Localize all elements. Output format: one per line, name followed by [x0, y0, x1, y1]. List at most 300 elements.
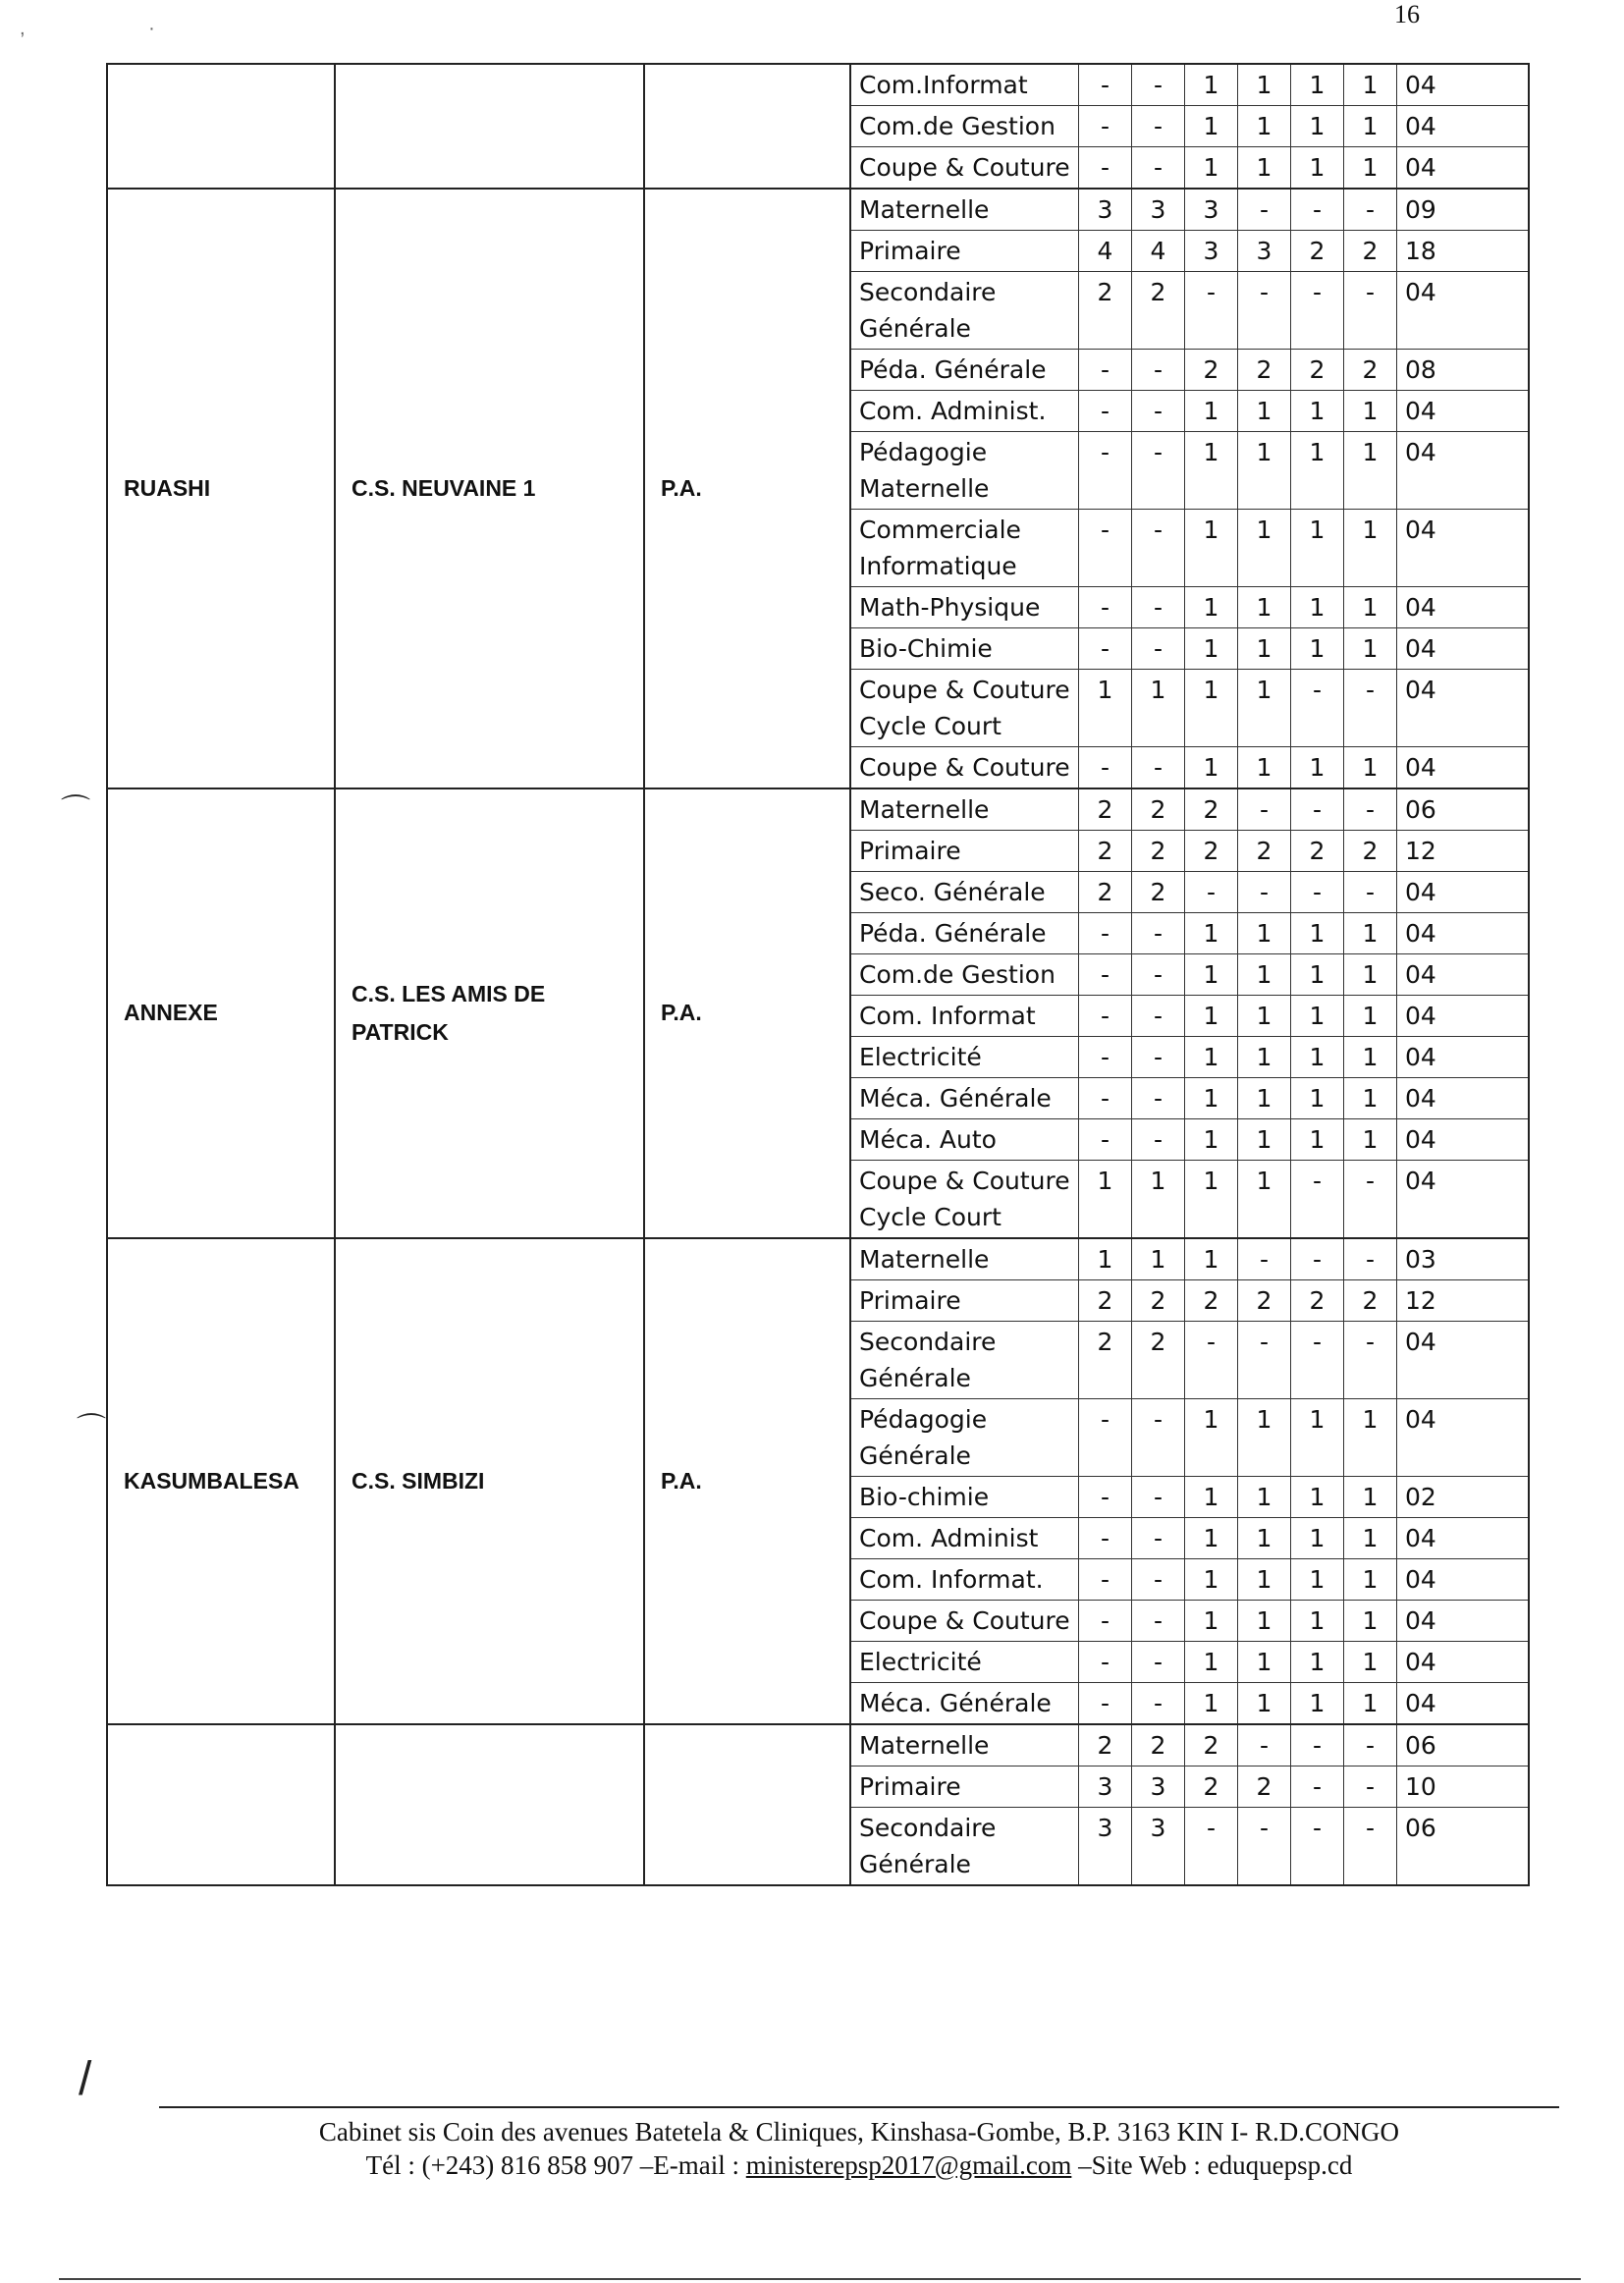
class-count-cell: 2 — [1291, 231, 1344, 271]
class-count-cell: - — [1079, 147, 1132, 188]
class-count-cell: 1 — [1344, 913, 1397, 953]
class-count-cell: - — [1291, 789, 1344, 830]
section-name-cell: Com. Informat. — [851, 1559, 1079, 1600]
table-row — [851, 65, 1528, 106]
class-count-cell: 1 — [1079, 670, 1132, 746]
class-count-cell: 1 — [1291, 432, 1344, 509]
section-name-cell: Com.Informat — [851, 65, 1079, 105]
section-name-cell: Com.de Gestion — [851, 106, 1079, 146]
class-count-cell: - — [1238, 872, 1291, 912]
class-count-cell: - — [1291, 1239, 1344, 1279]
section-name-cell: Maternelle — [851, 190, 1079, 230]
section-name-cell: Bio-chimie — [851, 1477, 1079, 1517]
total-cell: 04 — [1405, 71, 1436, 99]
section-name-cell: Com. Administ. — [851, 391, 1079, 431]
class-count-cell: - — [1079, 106, 1132, 146]
class-count-cell: 2 — [1344, 831, 1397, 871]
class-count-cell: 1 — [1291, 1119, 1344, 1160]
class-count-cell: - — [1238, 789, 1291, 830]
total-cell: 04 — [1405, 753, 1436, 782]
class-count-cell: 1 — [1344, 510, 1397, 586]
total-cell: 18 — [1405, 237, 1436, 265]
class-count-cell: - — [1132, 954, 1185, 995]
class-count-cell: - — [1079, 954, 1132, 995]
total-cell: 04 — [1405, 278, 1436, 306]
school-name-cell — [336, 1725, 645, 1884]
class-count-cell: 1 — [1291, 1518, 1344, 1558]
class-count-cell: 1 — [1185, 628, 1238, 669]
table-row — [851, 831, 1528, 872]
class-count-cell: - — [1079, 1601, 1132, 1641]
class-count-cell: - — [1079, 1642, 1132, 1682]
class-count-cell: 1 — [1238, 1601, 1291, 1641]
table-row — [851, 231, 1528, 272]
table-row — [851, 432, 1528, 510]
footer-divider — [159, 2106, 1559, 2108]
class-count-cell: 1 — [1291, 1601, 1344, 1641]
class-count-cell: 1 — [1344, 1477, 1397, 1517]
section-name-cell: Coupe & Couture — [851, 147, 1079, 188]
total-cell: 04 — [1405, 1648, 1436, 1676]
class-count-cell: - — [1238, 1725, 1291, 1766]
class-count-cell: - — [1079, 510, 1132, 586]
class-count-cell: 3 — [1079, 1767, 1132, 1807]
section-name-cell: Com. Administ — [851, 1518, 1079, 1558]
class-count-cell: 1 — [1344, 996, 1397, 1036]
class-count-cell: 1 — [1185, 1399, 1238, 1476]
school-name-cell: C.S. NEUVAINE 1 — [336, 190, 645, 788]
class-count-cell: - — [1238, 1322, 1291, 1398]
total-cell: 08 — [1405, 355, 1436, 384]
total-cell: 04 — [1405, 1524, 1436, 1552]
section-name-cell: Maternelle — [851, 1239, 1079, 1279]
class-count-cell: - — [1185, 1322, 1238, 1398]
class-count-cell: - — [1132, 747, 1185, 788]
school-block — [106, 789, 1530, 1239]
class-count-cell: 1 — [1185, 670, 1238, 746]
section-name-cell: Primaire — [851, 1767, 1079, 1807]
section-name-cell: Primaire — [851, 1280, 1079, 1321]
table-row — [851, 1808, 1528, 1884]
footer-phone: Tél : (+243) 816 858 907 –E-mail : — [365, 2150, 746, 2180]
class-count-cell: - — [1079, 391, 1132, 431]
class-count-cell: - — [1079, 1037, 1132, 1077]
class-count-cell: 1 — [1238, 1399, 1291, 1476]
class-count-cell: 4 — [1079, 231, 1132, 271]
school-name-cell: C.S. LES AMIS DE PATRICK — [336, 789, 645, 1237]
margin-mark: ⌒ — [61, 794, 90, 827]
table-row — [851, 350, 1528, 391]
class-count-cell: 1 — [1291, 1559, 1344, 1600]
class-count-cell: - — [1132, 1683, 1185, 1723]
table-row — [851, 670, 1528, 747]
class-count-cell: 2 — [1079, 1725, 1132, 1766]
class-count-cell: 1 — [1344, 587, 1397, 627]
class-count-cell: - — [1344, 1322, 1397, 1398]
class-count-cell: - — [1132, 1078, 1185, 1118]
class-count-cell: 2 — [1238, 831, 1291, 871]
class-count-cell: 2 — [1291, 1280, 1344, 1321]
status-cell — [645, 1725, 851, 1884]
class-count-cell: 1 — [1238, 996, 1291, 1036]
footer-contact — [159, 2148, 1559, 2182]
class-count-cell: 1 — [1291, 147, 1344, 188]
class-count-cell: 1 — [1344, 432, 1397, 509]
class-count-cell: 1 — [1185, 1119, 1238, 1160]
total-cell: 04 — [1405, 153, 1436, 182]
total-cell: 04 — [1405, 397, 1436, 425]
class-count-cell: - — [1238, 1239, 1291, 1279]
class-count-cell: 2 — [1132, 272, 1185, 349]
school-block — [106, 190, 1530, 789]
class-count-cell: 1 — [1291, 1078, 1344, 1118]
class-count-cell: - — [1132, 628, 1185, 669]
section-name-cell: Seco. Générale — [851, 872, 1079, 912]
class-count-cell: 1 — [1185, 954, 1238, 995]
table-row — [851, 954, 1528, 996]
class-count-cell: 1 — [1291, 65, 1344, 105]
section-name-cell: Commerciale Informatique — [851, 510, 1079, 586]
class-count-cell: 1 — [1344, 65, 1397, 105]
class-count-cell: - — [1132, 1037, 1185, 1077]
table-row — [851, 391, 1528, 432]
table-row — [851, 1280, 1528, 1322]
total-cell: 04 — [1405, 593, 1436, 622]
table-row — [851, 747, 1528, 788]
section-name-cell: Maternelle — [851, 789, 1079, 830]
class-count-cell: 1 — [1291, 587, 1344, 627]
class-count-cell: 2 — [1079, 1322, 1132, 1398]
class-count-cell: - — [1132, 391, 1185, 431]
total-cell: 06 — [1405, 1731, 1436, 1760]
class-count-cell: 1 — [1344, 1078, 1397, 1118]
section-name-cell: Bio-Chimie — [851, 628, 1079, 669]
class-count-cell: - — [1132, 913, 1185, 953]
class-count-cell: - — [1132, 147, 1185, 188]
class-count-cell: 1 — [1238, 628, 1291, 669]
class-count-cell: 1 — [1185, 432, 1238, 509]
class-count-cell: 1 — [1238, 954, 1291, 995]
class-count-cell: 1 — [1185, 913, 1238, 953]
class-count-cell: - — [1132, 1559, 1185, 1600]
class-count-cell: 2 — [1132, 1725, 1185, 1766]
section-name-cell: Secondaire Générale — [851, 1808, 1079, 1884]
total-cell: 04 — [1405, 919, 1436, 948]
class-count-cell: - — [1079, 1078, 1132, 1118]
class-count-cell: 2 — [1238, 1767, 1291, 1807]
status-cell: P.A. — [645, 190, 851, 788]
class-count-cell: 1 — [1238, 1518, 1291, 1558]
class-count-cell: 1 — [1291, 1399, 1344, 1476]
class-count-cell: 1 — [1344, 954, 1397, 995]
total-cell: 04 — [1405, 1043, 1436, 1071]
class-count-cell: 2 — [1079, 272, 1132, 349]
class-count-cell: 1 — [1185, 1161, 1238, 1237]
class-count-cell: - — [1132, 1399, 1185, 1476]
class-count-cell: 1 — [1132, 1161, 1185, 1237]
class-count-cell: - — [1079, 350, 1132, 390]
section-name-cell: Com. Informat — [851, 996, 1079, 1036]
total-cell: 04 — [1405, 634, 1436, 663]
class-count-cell: - — [1132, 510, 1185, 586]
class-count-cell: 1 — [1185, 510, 1238, 586]
class-count-cell: 1 — [1344, 1642, 1397, 1682]
total-cell: 04 — [1405, 1405, 1436, 1434]
class-count-cell: - — [1079, 432, 1132, 509]
class-count-cell: - — [1132, 1477, 1185, 1517]
class-count-cell: 1 — [1238, 1559, 1291, 1600]
schools-table — [106, 63, 1530, 1886]
class-count-cell: - — [1132, 1642, 1185, 1682]
margin-mark: ⌒ — [77, 1413, 106, 1445]
class-count-cell: 1 — [1238, 1119, 1291, 1160]
total-cell: 04 — [1405, 112, 1436, 140]
table-row — [851, 1767, 1528, 1808]
section-name-cell: Secondaire Générale — [851, 272, 1079, 349]
class-count-cell: - — [1079, 587, 1132, 627]
total-cell: 12 — [1405, 837, 1436, 865]
total-cell: 04 — [1405, 1167, 1436, 1195]
class-count-cell: 3 — [1132, 1767, 1185, 1807]
section-name-cell: Péda. Générale — [851, 913, 1079, 953]
class-count-cell: 2 — [1079, 789, 1132, 830]
class-count-cell: - — [1132, 432, 1185, 509]
class-count-cell: 1 — [1344, 1518, 1397, 1558]
class-count-cell: 2 — [1185, 1280, 1238, 1321]
section-name-cell: Méca. Auto — [851, 1119, 1079, 1160]
class-count-cell: 2 — [1185, 1725, 1238, 1766]
section-name-cell: Méca. Générale — [851, 1683, 1079, 1723]
table-row — [851, 789, 1528, 831]
section-name-cell: Electricité — [851, 1642, 1079, 1682]
section-name-cell: Com.de Gestion — [851, 954, 1079, 995]
class-count-cell: 1 — [1185, 1037, 1238, 1077]
class-count-cell: 1 — [1238, 1683, 1291, 1723]
class-count-cell: 3 — [1079, 1808, 1132, 1884]
total-cell: 06 — [1405, 795, 1436, 824]
class-count-cell: 2 — [1132, 1280, 1185, 1321]
school-name-cell: C.S. SIMBIZI — [336, 1239, 645, 1723]
class-count-cell: 1 — [1185, 1559, 1238, 1600]
page-number: 16 — [1394, 0, 1420, 28]
section-name-cell: Méca. Générale — [851, 1078, 1079, 1118]
total-cell: 04 — [1405, 438, 1436, 466]
class-count-cell: 1 — [1185, 587, 1238, 627]
class-count-cell: 3 — [1185, 231, 1238, 271]
class-count-cell: 1 — [1344, 147, 1397, 188]
total-cell: 04 — [1405, 1002, 1436, 1030]
class-count-cell: 1 — [1238, 670, 1291, 746]
section-name-cell: Primaire — [851, 831, 1079, 871]
school-name-cell — [336, 65, 645, 188]
class-count-cell: 1 — [1185, 147, 1238, 188]
class-count-cell: - — [1291, 1322, 1344, 1398]
class-count-cell: 1 — [1291, 510, 1344, 586]
section-name-cell: Pédagogie Générale — [851, 1399, 1079, 1476]
bottom-divider — [59, 2278, 1581, 2280]
class-count-cell: - — [1079, 747, 1132, 788]
class-count-cell: 1 — [1291, 913, 1344, 953]
class-count-cell: 4 — [1132, 231, 1185, 271]
class-count-cell: - — [1185, 1808, 1238, 1884]
class-count-cell: - — [1132, 996, 1185, 1036]
class-count-cell: 1 — [1238, 1161, 1291, 1237]
class-count-cell: 2 — [1185, 1767, 1238, 1807]
class-count-cell: - — [1132, 1601, 1185, 1641]
class-count-cell: - — [1132, 587, 1185, 627]
table-row — [851, 1161, 1528, 1237]
class-count-cell: - — [1344, 1767, 1397, 1807]
class-count-cell: 1 — [1185, 106, 1238, 146]
class-count-cell: 1 — [1079, 1161, 1132, 1237]
class-count-cell: 2 — [1238, 350, 1291, 390]
class-count-cell: - — [1344, 1239, 1397, 1279]
class-count-cell: - — [1344, 789, 1397, 830]
class-count-cell: 1 — [1291, 954, 1344, 995]
class-count-cell: 1 — [1185, 1518, 1238, 1558]
footer — [159, 2115, 1559, 2182]
total-cell: 04 — [1405, 1565, 1436, 1594]
class-count-cell: 1 — [1344, 1399, 1397, 1476]
commune-cell: KASUMBALESA — [108, 1239, 336, 1723]
school-block — [106, 1239, 1530, 1725]
total-cell: 02 — [1405, 1483, 1436, 1511]
class-count-cell: 1 — [1238, 391, 1291, 431]
class-count-cell: 1 — [1238, 913, 1291, 953]
class-count-cell: 1 — [1132, 670, 1185, 746]
total-cell: 04 — [1405, 1689, 1436, 1717]
class-count-cell: - — [1291, 1767, 1344, 1807]
section-name-cell: Pédagogie Maternelle — [851, 432, 1079, 509]
class-count-cell: - — [1185, 272, 1238, 349]
class-count-cell: 1 — [1185, 996, 1238, 1036]
section-rows — [851, 1239, 1528, 1723]
class-count-cell: 1 — [1291, 1477, 1344, 1517]
table-row — [851, 872, 1528, 913]
class-count-cell: 1 — [1238, 1477, 1291, 1517]
class-count-cell: 1 — [1238, 510, 1291, 586]
total-cell: 04 — [1405, 960, 1436, 989]
class-count-cell: 2 — [1132, 789, 1185, 830]
class-count-cell: 3 — [1132, 1808, 1185, 1884]
table-row — [851, 106, 1528, 147]
total-cell: 03 — [1405, 1245, 1436, 1274]
class-count-cell: 2 — [1185, 789, 1238, 830]
class-count-cell: 1 — [1291, 747, 1344, 788]
class-count-cell: 1 — [1238, 1642, 1291, 1682]
class-count-cell: 1 — [1344, 747, 1397, 788]
table-row — [851, 1518, 1528, 1559]
class-count-cell: 1 — [1185, 1477, 1238, 1517]
class-count-cell: - — [1291, 872, 1344, 912]
table-row — [851, 1477, 1528, 1518]
table-row — [851, 913, 1528, 954]
class-count-cell: 1 — [1185, 1239, 1238, 1279]
status-cell — [645, 65, 851, 188]
class-count-cell: 3 — [1185, 190, 1238, 230]
section-name-cell: Coupe & Couture — [851, 1601, 1079, 1641]
total-cell: 04 — [1405, 676, 1436, 704]
class-count-cell: 2 — [1344, 350, 1397, 390]
class-count-cell: 1 — [1238, 432, 1291, 509]
class-count-cell: 1 — [1291, 1683, 1344, 1723]
section-name-cell: Primaire — [851, 231, 1079, 271]
class-count-cell: 1 — [1238, 106, 1291, 146]
table-row — [851, 510, 1528, 587]
class-count-cell: - — [1291, 272, 1344, 349]
class-count-cell: 3 — [1079, 190, 1132, 230]
total-cell: 04 — [1405, 1328, 1436, 1356]
class-count-cell: - — [1132, 1518, 1185, 1558]
status-cell: P.A. — [645, 789, 851, 1237]
table-row — [851, 1559, 1528, 1601]
class-count-cell: 1 — [1291, 628, 1344, 669]
footer-email-link[interactable]: ministerepsp2017@gmail.com — [745, 2150, 1072, 2180]
table-row — [851, 1322, 1528, 1399]
class-count-cell: 1 — [1185, 391, 1238, 431]
class-count-cell: - — [1079, 913, 1132, 953]
class-count-cell: 1 — [1238, 1037, 1291, 1077]
class-count-cell: - — [1132, 350, 1185, 390]
class-count-cell: - — [1079, 65, 1132, 105]
class-count-cell: 2 — [1079, 1280, 1132, 1321]
class-count-cell: - — [1238, 190, 1291, 230]
class-count-cell: 2 — [1132, 831, 1185, 871]
class-count-cell: 1 — [1291, 1642, 1344, 1682]
class-count-cell: 1 — [1238, 587, 1291, 627]
class-count-cell: 2 — [1344, 231, 1397, 271]
table-row — [851, 1683, 1528, 1723]
table-row — [851, 587, 1528, 628]
class-count-cell: - — [1344, 190, 1397, 230]
section-rows — [851, 65, 1528, 188]
class-count-cell: 1 — [1344, 106, 1397, 146]
total-cell: 10 — [1405, 1772, 1436, 1801]
table-row — [851, 272, 1528, 350]
table-row — [851, 1725, 1528, 1767]
class-count-cell: - — [1344, 272, 1397, 349]
class-count-cell: - — [1344, 1161, 1397, 1237]
commune-cell: ANNEXE — [108, 789, 336, 1237]
table-row — [851, 190, 1528, 231]
class-count-cell: 1 — [1291, 391, 1344, 431]
class-count-cell: - — [1238, 272, 1291, 349]
class-count-cell: - — [1132, 65, 1185, 105]
total-cell: 04 — [1405, 1125, 1436, 1154]
section-name-cell: Secondaire Générale — [851, 1322, 1079, 1398]
total-cell: 12 — [1405, 1286, 1436, 1315]
class-count-cell: - — [1079, 996, 1132, 1036]
class-count-cell: - — [1079, 1119, 1132, 1160]
class-count-cell: 1 — [1344, 1601, 1397, 1641]
section-rows — [851, 190, 1528, 788]
class-count-cell: - — [1344, 670, 1397, 746]
class-count-cell: 2 — [1132, 872, 1185, 912]
table-row — [851, 1399, 1528, 1477]
total-cell: 04 — [1405, 878, 1436, 906]
class-count-cell: - — [1344, 1808, 1397, 1884]
school-block — [106, 63, 1530, 190]
class-count-cell: 2 — [1132, 1322, 1185, 1398]
class-count-cell: - — [1079, 1518, 1132, 1558]
section-rows — [851, 1725, 1528, 1884]
table-row — [851, 1037, 1528, 1078]
class-count-cell: - — [1132, 1119, 1185, 1160]
footer-website: –Site Web : eduquepsp.cd — [1071, 2150, 1353, 2180]
class-count-cell: 3 — [1238, 231, 1291, 271]
class-count-cell: 1 — [1344, 628, 1397, 669]
section-rows — [851, 789, 1528, 1237]
